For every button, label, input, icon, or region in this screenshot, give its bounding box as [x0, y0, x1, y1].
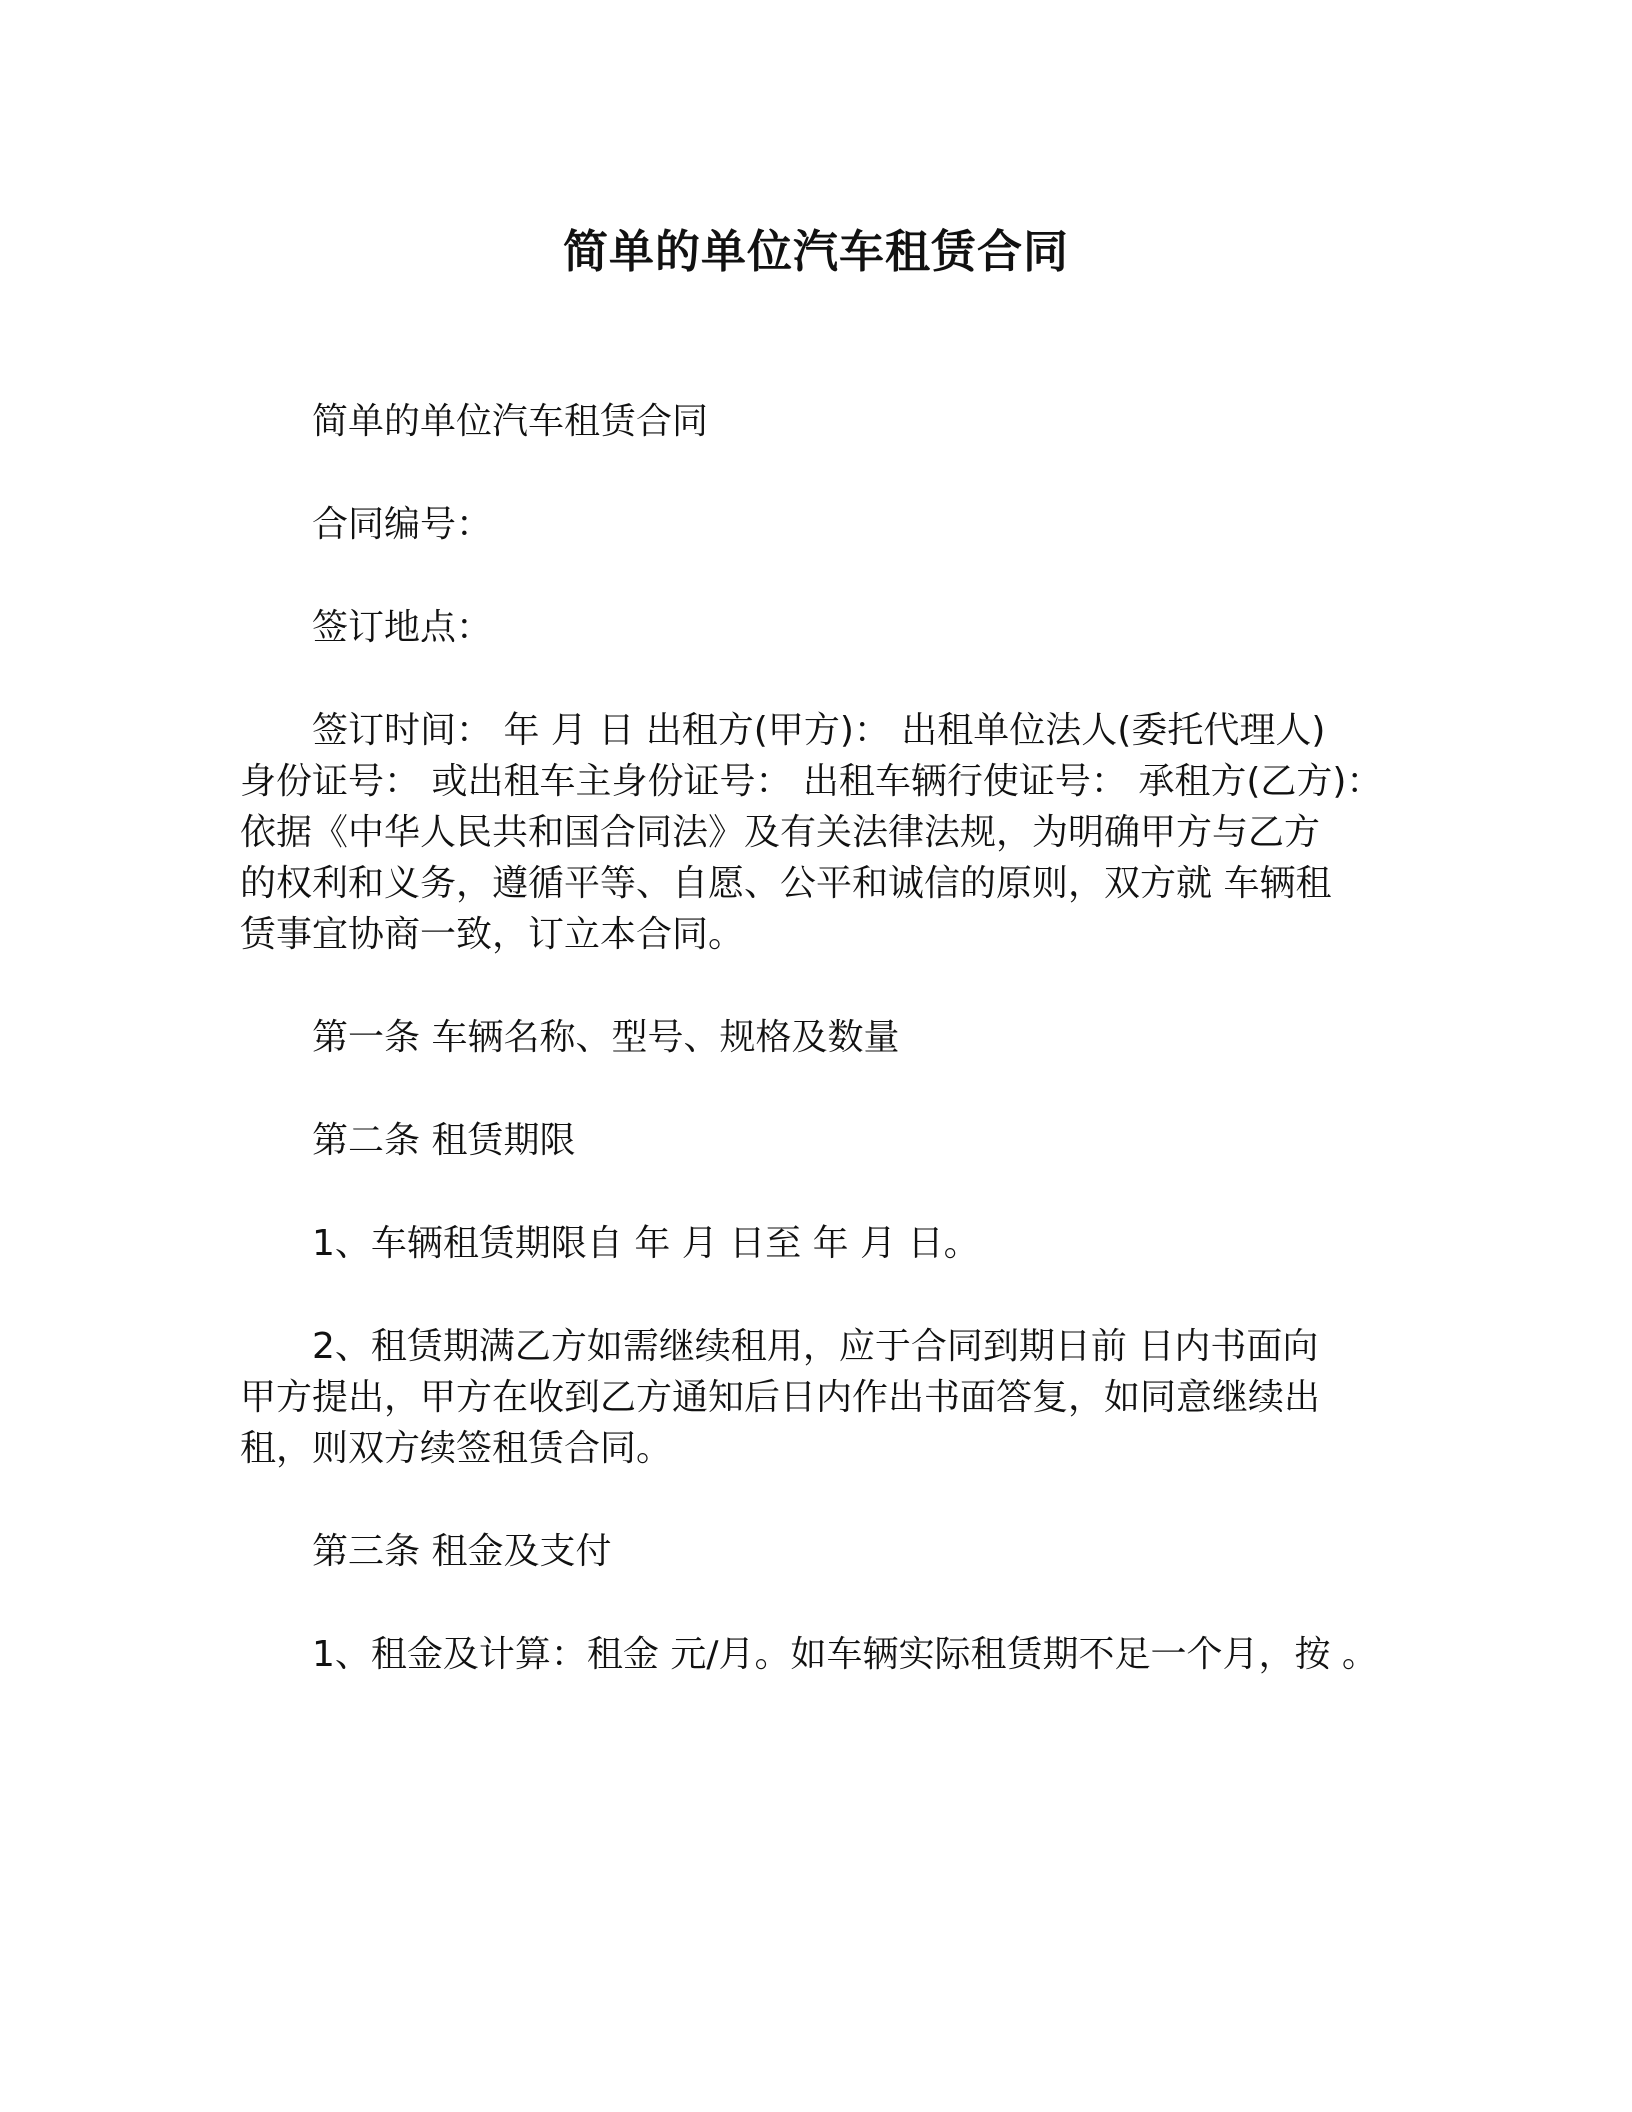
- text-line: 租，则双方续签租赁合同。: [240, 1428, 673, 1469]
- text-line: 依据《中华人民共和国合同法》及有关法律法规，为明确甲方与乙方: [240, 812, 1321, 853]
- text-line: 第三条 租金及支付: [312, 1531, 612, 1572]
- heading-article-1: [240, 1012, 1400, 1063]
- text-line: 1、车辆租赁期限自 年 月 日至 年 月 日。: [312, 1223, 980, 1264]
- text-line: 第二条 租赁期限: [312, 1120, 576, 1161]
- text-line: 第一条 车辆名称、型号、规格及数量: [312, 1017, 900, 1058]
- paragraph-contract-number: [240, 499, 1400, 550]
- paragraph-subtitle: [240, 396, 1400, 447]
- text-line: 赁事宜协商一致，订立本合同。: [240, 914, 745, 955]
- paragraph-preamble: [240, 705, 1400, 960]
- document-body: [240, 396, 1400, 1732]
- text-line: 2、租赁期满乙方如需继续租用，应于合同到期日前 日内书面向: [312, 1326, 1319, 1367]
- heading-article-2: [240, 1115, 1400, 1166]
- text-line: 身份证号： 或出租车主身份证号： 出租车辆行使证号： 承租方(乙方)：: [240, 761, 1383, 802]
- clause-2-1: [240, 1218, 1400, 1269]
- text-line: 甲方提出，甲方在收到乙方通知后日内作出书面答复，如同意继续出: [240, 1377, 1321, 1418]
- text-line: 简单的单位汽车租赁合同: [312, 401, 709, 442]
- text-line: 1、租金及计算：租金 元/月。如车辆实际租赁期不足一个月，按 。: [312, 1634, 1378, 1675]
- text-line: 签订时间： 年 月 日 出租方(甲方)： 出租单位法人(委托代理人): [312, 710, 1326, 751]
- clause-2-2: [240, 1321, 1400, 1474]
- text-line: 合同编号：: [312, 504, 493, 545]
- document-title: 简单的单位汽车租赁合同: [562, 225, 1069, 278]
- clause-3-1: [240, 1629, 1400, 1680]
- heading-article-3: [240, 1526, 1400, 1577]
- paragraph-signing-place: [240, 602, 1400, 653]
- text-line: 的权利和义务，遵循平等、自愿、公平和诚信的原则，双方就 车辆租: [240, 863, 1332, 904]
- text-line: 签订地点：: [312, 607, 493, 648]
